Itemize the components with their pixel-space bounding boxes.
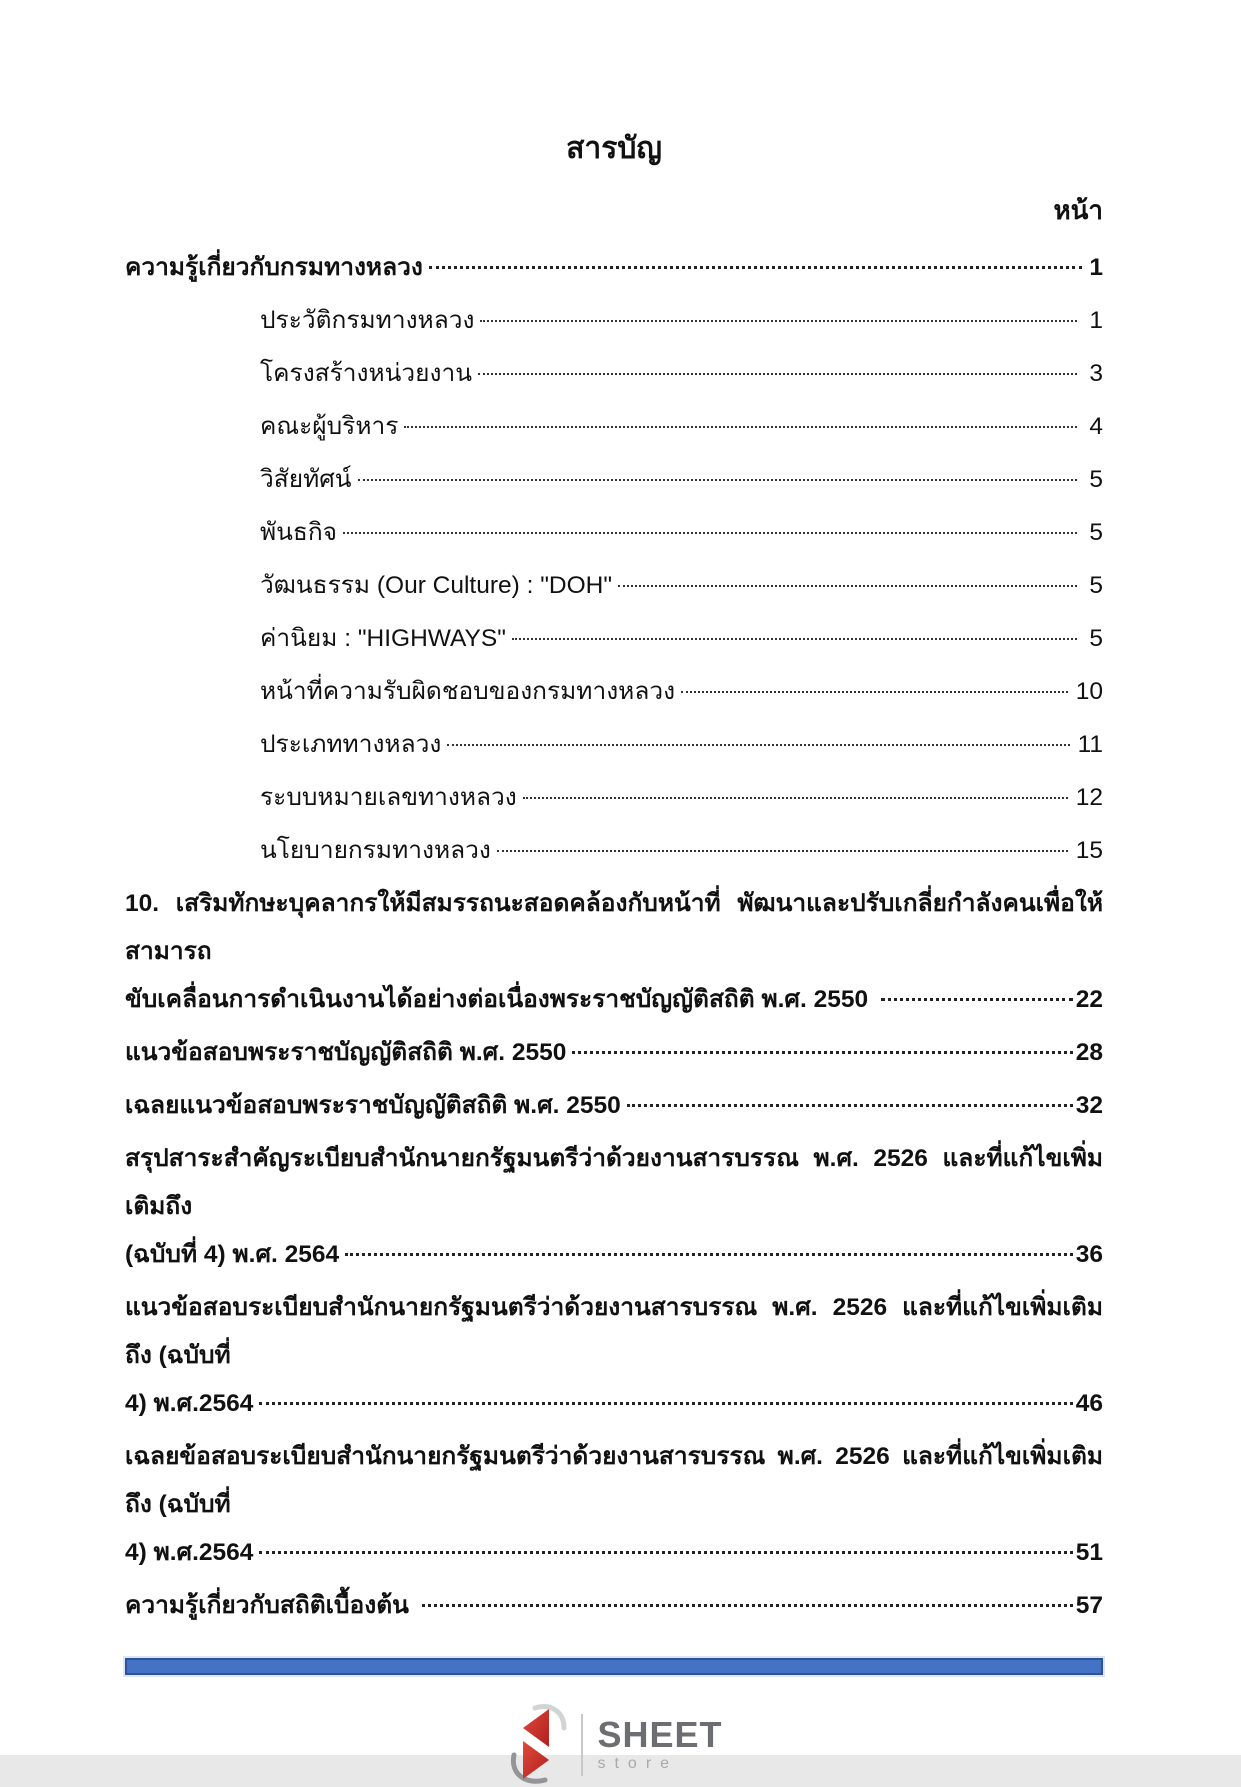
toc-entry-last-line — [125, 1231, 1103, 1279]
toc-entry — [125, 880, 1103, 1024]
toc-entry-last-line — [125, 976, 1103, 1024]
toc-entry — [125, 721, 1103, 769]
dot-leader — [404, 426, 1077, 428]
toc-entry — [125, 403, 1103, 451]
toc-entry-page-number: 28 — [1075, 1039, 1103, 1066]
toc-entry-last-line — [260, 668, 1103, 716]
toc-entry-label: โครงสร้างหน่วยงาน — [260, 360, 472, 387]
toc-entry-lines — [125, 1082, 1103, 1130]
toc-entry-page-number: 3 — [1089, 360, 1103, 387]
dot-leader — [881, 998, 1073, 1001]
toc-entry-page-number: 5 — [1089, 572, 1103, 599]
toc-entry-page-number: 57 — [1075, 1592, 1103, 1619]
toc-entry-page-number: 5 — [1089, 466, 1103, 493]
toc-entry-last-line — [125, 1582, 1103, 1630]
toc-entry-label: คณะผู้บริหาร — [260, 413, 399, 440]
toc-entry-label: ขับเคลื่อนการดำเนินงานได้อย่างต่อเนื่องพระราชบัญญัติสถิติ พ.ศ. 2550 — [125, 986, 875, 1013]
toc-entry-wrap-line: แนวข้อสอบระเบียบสำนักนายกรัฐมนตรีว่าด้วยงานสารบรรณ พ.ศ. 2526 และที่แก้ไขเพิ่มเติมถึง (ฉบับที่ — [125, 1294, 1103, 1369]
toc-entry-page-number: 51 — [1075, 1539, 1103, 1566]
toc-entry-lines — [260, 827, 1103, 875]
toc-entry — [125, 827, 1103, 875]
toc-entry-page-number: 22 — [1075, 986, 1103, 1013]
toc-entry-last-line — [260, 297, 1103, 345]
toc-entry — [125, 615, 1103, 663]
toc-entry-page-number: 10 — [1075, 678, 1103, 705]
toc-entry-lines — [260, 456, 1103, 504]
toc-entry — [125, 350, 1103, 398]
toc-entry-last-line — [260, 509, 1103, 557]
dot-leader — [358, 479, 1077, 481]
dot-leader — [429, 266, 1082, 269]
toc-entry-lines — [260, 562, 1103, 610]
toc-entry — [125, 456, 1103, 504]
dot-leader — [259, 1402, 1072, 1405]
toc-entry-page-number: 46 — [1075, 1390, 1103, 1417]
brand-subtitle: store — [597, 1755, 679, 1772]
dot-leader — [343, 532, 1077, 534]
page-title: สารบัญ — [566, 132, 662, 165]
toc-entry-label: 4) พ.ศ.2564 — [125, 1539, 254, 1566]
toc-entry-label: ค่านิยม : "HIGHWAYS" — [260, 625, 506, 652]
footer-divider-bar — [125, 1658, 1103, 1675]
dot-leader — [422, 1604, 1073, 1607]
toc-entry-wrap-line: สรุปสาระสำคัญระเบียบสำนักนายกรัฐมนตรีว่าด้วยงานสารบรรณ พ.ศ. 2526 และที่แก้ไขเพิ่มเติมถึง — [125, 1145, 1103, 1220]
toc-entry-lines — [125, 1433, 1103, 1577]
toc-entry-last-line — [260, 774, 1103, 822]
toc-entry-label: 4) พ.ศ.2564 — [125, 1390, 254, 1417]
toc-entry-page-number: 36 — [1075, 1241, 1103, 1268]
toc-entry-page-number: 1 — [1089, 307, 1103, 334]
toc-entry-last-line — [260, 403, 1103, 451]
toc-entry-last-line — [125, 1529, 1103, 1577]
toc-entry-lines — [125, 244, 1103, 292]
toc-entry-last-line — [260, 562, 1103, 610]
toc-entry-last-line — [125, 244, 1103, 292]
toc-entry-page-number: 5 — [1089, 519, 1103, 546]
toc-entry-last-line — [260, 721, 1103, 769]
dot-leader — [480, 320, 1077, 322]
toc-entry-page-number: 11 — [1077, 731, 1103, 758]
toc-entry-lines — [125, 1284, 1103, 1428]
toc-entry — [125, 1082, 1103, 1130]
toc-entry-lines — [260, 774, 1103, 822]
toc-list — [125, 244, 1103, 1630]
toc-entry-last-line — [125, 1082, 1103, 1130]
toc-entry — [125, 562, 1103, 610]
sheet-store-logo — [125, 1703, 1103, 1787]
dot-leader — [627, 1104, 1073, 1107]
toc-entry-lines — [260, 403, 1103, 451]
toc-entry — [125, 297, 1103, 345]
dot-leader — [512, 638, 1077, 640]
toc-entry-label: หน้าที่ความรับผิดชอบของกรมทางหลวง — [260, 678, 676, 705]
brand-name: SHEET — [597, 1714, 723, 1755]
page-column-header: หน้า — [1053, 195, 1103, 225]
toc-entry-label: แนวข้อสอบพระราชบัญญัติสถิติ พ.ศ. 2550 — [125, 1039, 567, 1066]
toc-entry-last-line — [260, 456, 1103, 504]
dot-leader — [497, 850, 1068, 852]
toc-entry-last-line — [125, 1029, 1103, 1077]
toc-entry-lines — [260, 668, 1103, 716]
toc-entry-page-number: 12 — [1075, 784, 1103, 811]
dot-leader — [447, 744, 1069, 746]
toc-entry-last-line — [260, 350, 1103, 398]
toc-entry — [125, 1284, 1103, 1428]
toc-entry-lines — [260, 509, 1103, 557]
toc-entry-label: นโยบายกรมทางหลวง — [260, 837, 491, 864]
dot-leader — [523, 797, 1068, 799]
toc-entry-page-number: 1 — [1089, 254, 1103, 281]
toc-entry-lines — [125, 880, 1103, 1024]
toc-entry-label: ประวัติกรมทางหลวง — [260, 307, 475, 334]
toc-entry-label: วิสัยทัศน์ — [260, 466, 352, 493]
toc-entry-wrap-line: 10. เสริมทักษะบุคลากรให้มีสมรรถนะสอดคล้องกับหน้าที่ พัฒนาและปรับเกลี่ยกำลังคนเพื่อให้สามารถ — [125, 890, 1103, 965]
toc-entry — [125, 1433, 1103, 1577]
dot-leader — [345, 1253, 1073, 1256]
s-logo-icon — [505, 1703, 567, 1787]
toc-entry — [125, 1582, 1103, 1630]
toc-entry-wrap-line: เฉลยข้อสอบระเบียบสำนักนายกรัฐมนตรีว่าด้วยงานสารบรรณ พ.ศ. 2526 และที่แก้ไขเพิ่มเติมถึง (ฉบับที่ — [125, 1443, 1103, 1518]
toc-entry-label: ระบบหมายเลขทางหลวง — [260, 784, 517, 811]
toc-entry — [125, 244, 1103, 292]
logo-divider — [581, 1714, 583, 1776]
toc-entry-lines — [260, 350, 1103, 398]
toc-entry — [125, 668, 1103, 716]
toc-entry-page-number: 5 — [1089, 625, 1103, 652]
toc-entry-page-number: 4 — [1089, 413, 1103, 440]
toc-entry-label: ประเภททางหลวง — [260, 731, 442, 758]
toc-entry-last-line — [125, 1380, 1103, 1428]
toc-entry-lines — [125, 1029, 1103, 1077]
toc-entry-lines — [260, 615, 1103, 663]
dot-leader — [478, 373, 1077, 375]
toc-entry-lines — [125, 1135, 1103, 1279]
toc-entry — [125, 1029, 1103, 1077]
toc-entry-page-number: 32 — [1075, 1092, 1103, 1119]
toc-entry-label: ความรู้เกี่ยวกับสถิติเบื้องต้น — [125, 1592, 416, 1619]
dot-leader — [259, 1551, 1072, 1554]
toc-entry-lines — [260, 721, 1103, 769]
toc-entry-last-line — [260, 827, 1103, 875]
dot-leader — [572, 1051, 1072, 1054]
toc-entry-lines — [125, 1582, 1103, 1630]
toc-entry-label: เฉลยแนวข้อสอบพระราชบัญญัติสถิติ พ.ศ. 2550 — [125, 1092, 621, 1119]
dot-leader — [618, 585, 1077, 587]
dot-leader — [681, 691, 1068, 693]
toc-entry-last-line — [260, 615, 1103, 663]
toc-entry-lines — [260, 297, 1103, 345]
toc-entry-label: (ฉบับที่ 4) พ.ศ. 2564 — [125, 1241, 340, 1268]
logo-text — [597, 1716, 722, 1774]
toc-entry-page-number: 15 — [1075, 837, 1103, 864]
toc-entry-label: วัฒนธรรม (Our Culture) : "DOH" — [260, 572, 613, 599]
toc-entry-label: ความรู้เกี่ยวกับกรมทางหลวง — [125, 254, 423, 281]
toc-entry — [125, 509, 1103, 557]
toc-entry-label: พันธกิจ — [260, 519, 338, 546]
toc-entry — [125, 1135, 1103, 1279]
toc-entry — [125, 774, 1103, 822]
